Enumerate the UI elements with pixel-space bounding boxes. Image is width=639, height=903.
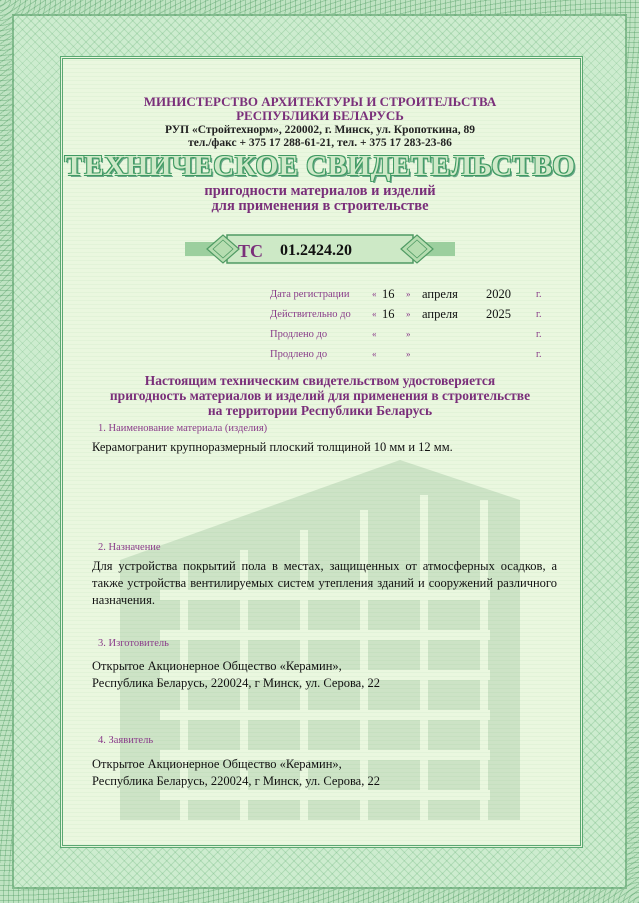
close-quote: » [406, 289, 411, 299]
document-subtitle [60, 184, 580, 214]
date-label: Дата регистрации [270, 289, 350, 300]
year-suffix: г. [536, 309, 542, 320]
manufacturer-address: Республика Беларусь, 220024, г Минск, ул. Серова, 22 [92, 676, 380, 690]
date-day: 16 [382, 307, 395, 321]
close-quote: » [406, 349, 411, 359]
ministry-heading [60, 95, 580, 123]
applicant-name: Открытое Акционерное Общество «Керамин», [92, 757, 342, 771]
section-manufacturer-text [92, 658, 557, 692]
section-manufacturer-label: 3. Изготовитель [98, 638, 169, 649]
section-applicant-label: 4. Заявитель [98, 735, 154, 746]
organization-info [60, 124, 580, 150]
year-suffix: г. [536, 329, 542, 340]
section-material-label: 1. Наименование материала (изделия) [98, 423, 268, 434]
date-row-registration [270, 287, 560, 303]
date-year: 2025 [486, 307, 511, 321]
open-quote: « [372, 309, 377, 319]
manufacturer-name: Открытое Акционерное Общество «Керамин», [92, 659, 342, 673]
ministry-line-1: МИНИСТЕРСТВО АРХИТЕКТУРЫ И СТРОИТЕЛЬСТВА [143, 94, 497, 109]
date-label: Действительно до [270, 309, 351, 320]
date-row-valid-until [270, 307, 560, 323]
year-suffix: г. [536, 349, 542, 360]
org-address: РУП «Стройтехнорм», 220002, г. Минск, ул. Кропоткина, 89 [164, 124, 476, 136]
statement-line-3: на территории Республики Беларусь [207, 403, 433, 418]
section-material-text: Керамогранит крупноразмерный плоский толщиной 10 мм и 12 мм. [92, 440, 453, 454]
subtitle-line-1: пригодности материалов и изделий [204, 183, 436, 199]
open-quote: « [372, 289, 377, 299]
date-label: Продлено до [270, 329, 328, 340]
document-title: ТЕХНИЧЕСКОЕ СВИДЕТЕЛЬСТВО [64, 150, 576, 182]
date-year: 2020 [486, 287, 511, 301]
close-quote: » [406, 309, 411, 319]
subtitle-line-2: для применения в строительстве [211, 198, 429, 214]
section-applicant-text [92, 756, 557, 790]
year-suffix: г. [536, 289, 542, 300]
section-purpose-text: Для устройства покрытий пола в местах, защищенных от атмосферных осадков, а также устройства вентилируемых систем утепления зданий и сооружений различного назначения. [92, 559, 557, 607]
certificate-prefix: ТС [238, 241, 264, 261]
date-month: апреля [422, 287, 458, 301]
statement-line-2: пригодность материалов и изделий для применения в строительстве [109, 388, 531, 403]
date-month: апреля [422, 307, 458, 321]
date-day: 16 [382, 287, 395, 301]
statement-line-1: Настоящим техническим свидетельством удостоверяется [144, 373, 496, 388]
certification-statement [60, 373, 580, 418]
open-quote: « [372, 329, 377, 339]
date-row-extended-2 [270, 347, 560, 363]
date-label: Продлено до [270, 349, 328, 360]
org-phones: тел./факс + 375 17 288-61-21, тел. + 375 17 283-23-86 [188, 137, 452, 149]
certificate-number: 01.2424.20 [280, 242, 352, 259]
section-purpose-label: 2. Назначение [98, 542, 161, 553]
ministry-line-2: РЕСПУБЛИКИ БЕЛАРУСЬ [236, 108, 404, 123]
applicant-address: Республика Беларусь, 220024, г Минск, ул. Серова, 22 [92, 774, 380, 788]
close-quote: » [406, 329, 411, 339]
date-row-extended-1 [270, 327, 560, 343]
open-quote: « [372, 349, 377, 359]
